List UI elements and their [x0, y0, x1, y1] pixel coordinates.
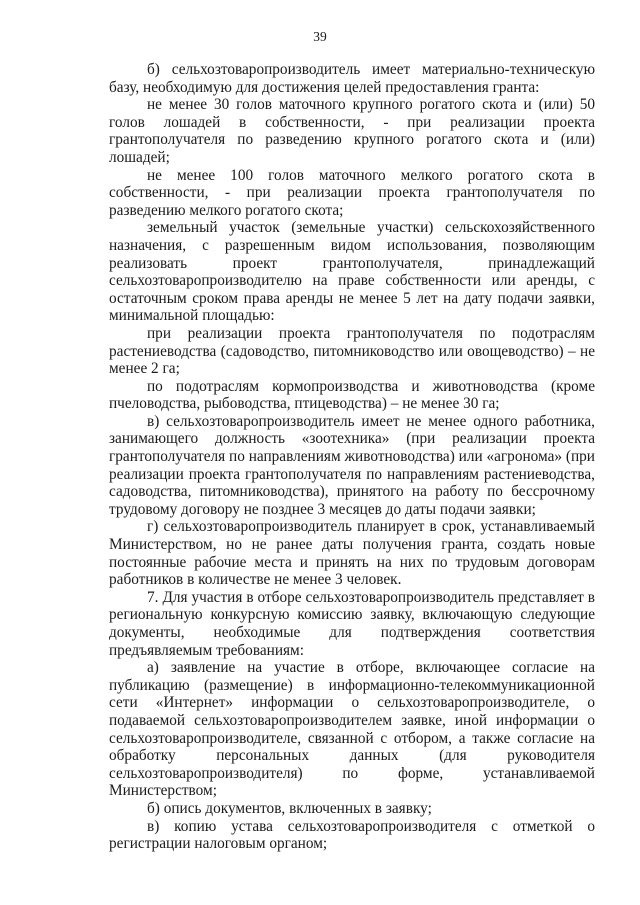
paragraph-v-charter: в) копию устава сельхозтоваропроизводителя с отметкой о регистрации налоговым органом; [109, 817, 595, 853]
paragraph-b-material-base: б) сельхозтоваропроизводитель имеет материально-техническую базу, необходимую для достижения целей предоставления гранта: [109, 61, 595, 96]
paragraph-small-cattle-requirement: не менее 100 голов маточного мелкого рогатого скота в собственности, - при реализации проекта грантополучателя по разведению мелкого рогатого скота; [109, 166, 595, 219]
paragraph-a-statement: а) заявление на участие в отборе, включающее согласие на публикацию (размещение) в информационно-телекоммуникационной сети «Интернет» информации о сельхозтоваропроизводителе, о подаваемой сельхозтоваропроизводителем заявке, иной информации о сельхозтоваропроизводителе, связанной с отбором, а также согласие на обработку персональных данных (для руководителя сельхозтоваропроизводителя) по форме, устанавливаемой Министерством; [109, 659, 595, 800]
paragraph-cattle-requirement: не менее 30 голов маточного крупного рогатого скота и (или) 50 голов лошадей в собственности, - при реализации проекта грантополучателя по разведению крупного рогатого скота и (или) лошадей; [109, 96, 595, 166]
paragraph-b-inventory: б) опись документов, включенных в заявку; [147, 799, 432, 817]
page-number: 39 [313, 29, 327, 44]
paragraph-v-employee: в) сельхозтоваропроизводитель имеет не менее одного работника, занимающего должность «зоотехника» (при реализации проекта грантополучателя по направлениям животноводства) или «агронома» (при реализации проекта грантополучателя по направлениям растениеводства, садоводства, питомниководства), принятого на работу по бессрочному трудовому договору не позднее 3 месяцев до даты подачи заявки; [109, 412, 595, 518]
paragraph-crop-area: при реализации проекта грантополучателя по подотраслям растениеводства (садоводство, питомниководство или овощеводство) – не менее 2 га; [109, 324, 595, 378]
paragraph-7-application: 7. Для участия в отборе сельхозтоваропроизводитель представляет в региональную конкурсную комиссию заявку, включающую следующие документы, необходимые для подтверждения соответствия предъявляемым требованиям: [109, 588, 595, 659]
paragraph-g-jobs: г) сельхозтоваропроизводитель планирует в срок, устанавливаемый Министерством, но не ранее даты получения гранта, создать новые постоянные рабочие места и принять на них по трудовым договорам работников в количестве не менее 3 человек. [109, 518, 595, 589]
paragraph-land-plot: земельный участок (земельные участки) сельскохозяйственного назначения, с разрешенным видом использования, позволяющим реализовать проект грантополучателя, принадлежащий сельхозтоваропроизводителю на праве собственности или аренды, с остаточным сроком права аренды не менее 5 лет на дату подачи заявки, минимальной площадью: [109, 219, 595, 325]
document-body [109, 61, 595, 853]
paragraph-fodder-area: по подотраслям кормопроизводства и животноводства (кроме пчеловодства, рыбоводства, птицеводства) – не менее 30 га; [109, 377, 595, 413]
